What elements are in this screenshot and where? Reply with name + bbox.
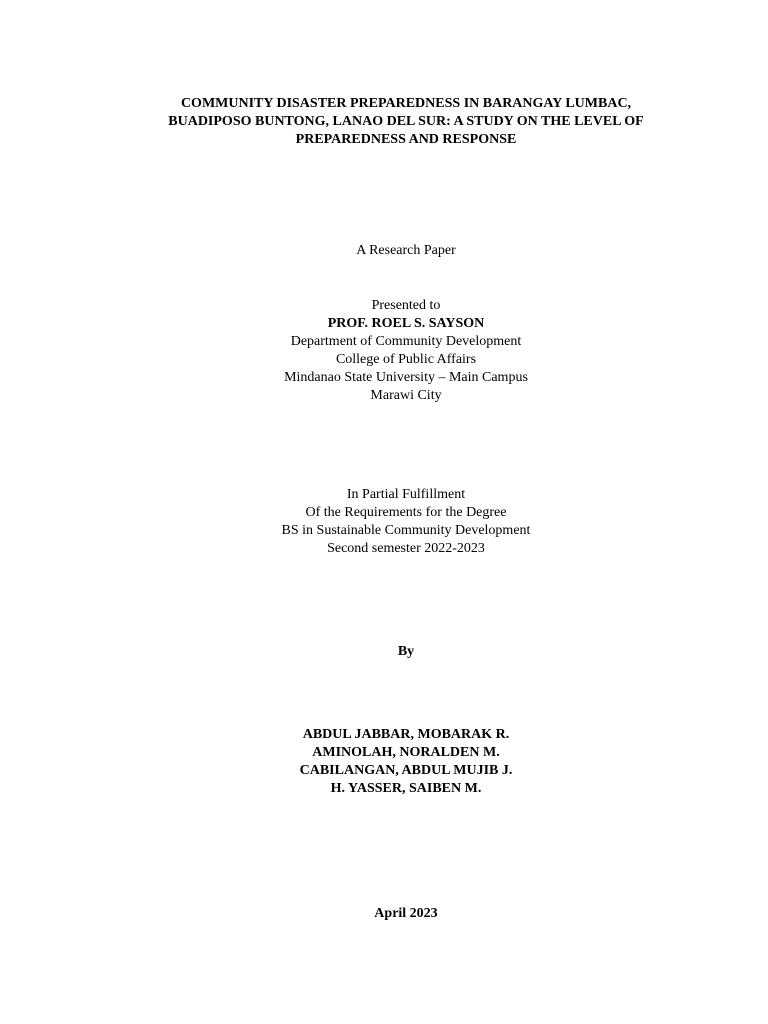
department-name: Department of Community Development <box>290 334 522 349</box>
city-name: Marawi City <box>370 388 442 403</box>
submission-date <box>0 905 768 923</box>
by-label <box>0 643 768 661</box>
fulfillment-line-1: In Partial Fulfillment <box>346 487 466 502</box>
semester-text: Second semester 2022-2023 <box>327 541 485 556</box>
presented-to-label: Presented to <box>371 298 441 313</box>
author-name: AMINOLAH, NORALDEN M. <box>312 745 500 760</box>
degree-name: BS in Sustainable Community Development <box>281 523 531 538</box>
university-name: Mindanao State University – Main Campus <box>284 370 528 385</box>
author-name: H. YASSER, SAIBEN M. <box>330 781 482 796</box>
adviser-name: PROF. ROEL S. SAYSON <box>327 316 485 331</box>
college-name: College of Public Affairs <box>335 352 477 367</box>
document-type-text: A Research Paper <box>356 243 456 258</box>
authors-list <box>0 726 768 798</box>
by-text: By <box>397 644 415 659</box>
title-line-2: BUADIPOSO BUNTONG, LANAO DEL SUR: A STUDY ON THE LEVEL OF <box>168 114 644 129</box>
presented-to-block <box>0 297 768 405</box>
title-line-1: COMMUNITY DISASTER PREPAREDNESS IN BARANGAY LUMBAC, <box>180 96 632 111</box>
fulfillment-line-2: Of the Requirements for the Degree <box>305 505 507 520</box>
author-name: ABDUL JABBAR, MOBARAK R. <box>302 727 510 742</box>
paper-title <box>128 95 684 149</box>
fulfillment-block <box>0 486 768 558</box>
author-name: CABILANGAN, ABDUL MUJIB J. <box>299 763 513 778</box>
title-line-3: PREPAREDNESS AND RESPONSE <box>295 132 517 147</box>
date-text: April 2023 <box>374 906 438 921</box>
document-type <box>0 242 768 260</box>
